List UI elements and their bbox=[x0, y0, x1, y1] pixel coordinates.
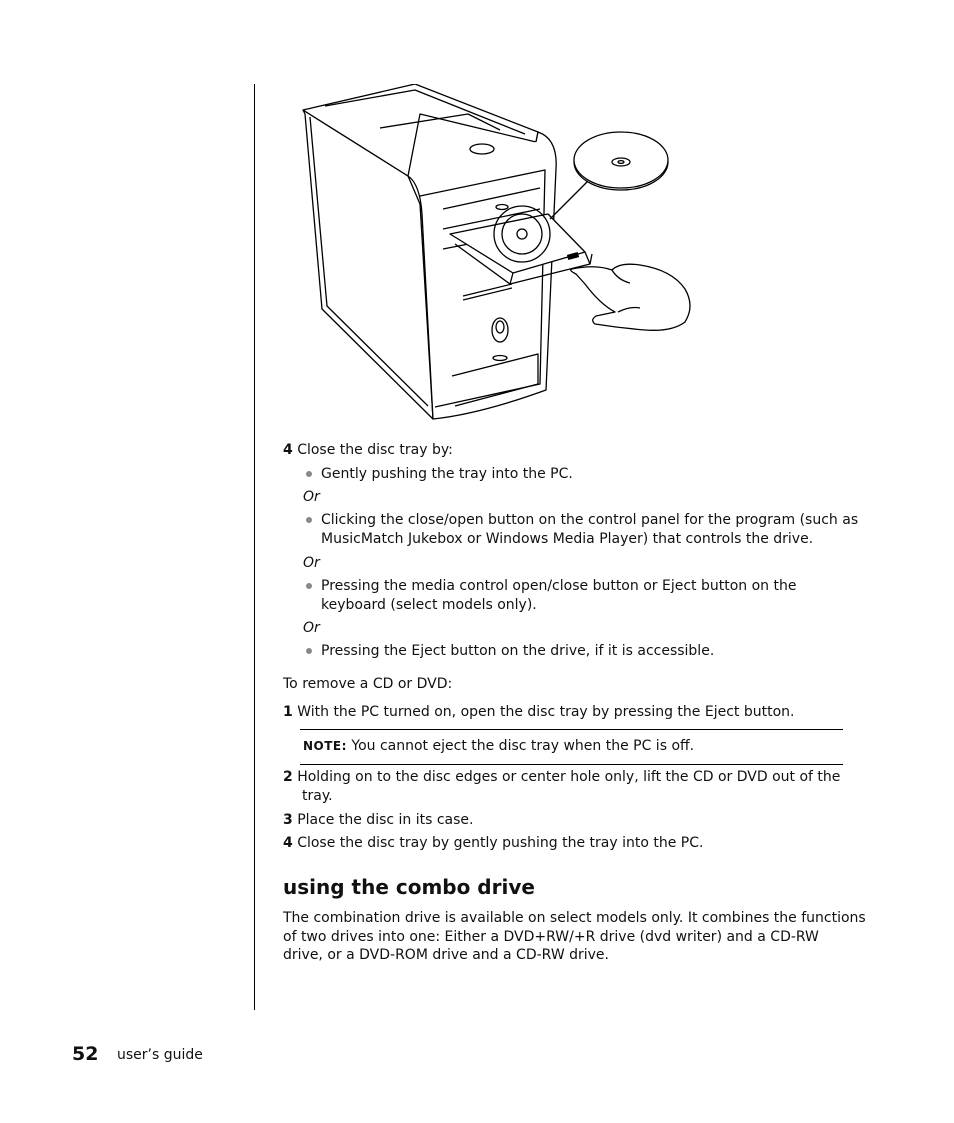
note-text: You cannot eject the disc tray when the PC is off. bbox=[351, 738, 695, 754]
combo-paragraph-line-3: drive, or a DVD-ROM drive and a CD-RW drive. bbox=[283, 947, 609, 963]
combo-paragraph-line-1: The combination drive is available on select models only. It combines the functions bbox=[283, 910, 866, 926]
step-number: 4 bbox=[283, 442, 293, 458]
remove-step-1 bbox=[283, 703, 794, 722]
bullet-dot bbox=[306, 471, 312, 477]
bullet-item-4: Pressing the Eject button on the drive, if it is accessible. bbox=[321, 643, 715, 659]
step-text: Holding on to the disc edges or center hole only, lift the CD or DVD out of the bbox=[297, 769, 841, 785]
step-number: 1 bbox=[283, 704, 293, 720]
step-text: With the PC turned on, open the disc tray by pressing the Eject button. bbox=[297, 704, 795, 720]
or-separator: Or bbox=[303, 620, 320, 636]
or-separator: Or bbox=[303, 489, 320, 505]
page-number: 52 bbox=[72, 1043, 99, 1065]
margin-rule bbox=[254, 84, 255, 1010]
step-number: 3 bbox=[283, 812, 293, 828]
bullet-item-1: Gently pushing the tray into the PC. bbox=[321, 466, 573, 482]
bullet-item-3-line-2: keyboard (select models only). bbox=[321, 597, 537, 613]
remove-step-2-line-2: tray. bbox=[302, 788, 333, 804]
remove-step-2-line-1 bbox=[283, 768, 840, 787]
bullet-dot bbox=[306, 648, 312, 654]
bullet-item-3-line-1: Pressing the media control open/close button or Eject button on the bbox=[321, 578, 797, 594]
remove-intro: To remove a CD or DVD: bbox=[283, 676, 453, 692]
bullet-dot bbox=[306, 583, 312, 589]
pc-disc-tray-illustration bbox=[300, 84, 700, 424]
bullet-dot bbox=[306, 517, 312, 523]
bullet-item-2-line-1: Clicking the close/open button on the control panel for the program (such as bbox=[321, 512, 859, 528]
footer-label: user’s guide bbox=[117, 1047, 203, 1063]
note-top-rule bbox=[300, 729, 843, 730]
or-separator: Or bbox=[303, 555, 320, 571]
step-text: Close the disc tray by gently pushing the tray into the PC. bbox=[297, 835, 704, 851]
step-text: Close the disc tray by: bbox=[297, 442, 453, 458]
remove-step-4 bbox=[283, 834, 703, 853]
bullet-item-2-line-2: MusicMatch Jukebox or Windows Media Player) that controls the drive. bbox=[321, 531, 814, 547]
note-label: NOTE: bbox=[303, 739, 347, 753]
section-heading: using the combo drive bbox=[283, 875, 535, 899]
step-number: 4 bbox=[283, 835, 293, 851]
note bbox=[303, 737, 694, 756]
close-step-4 bbox=[283, 441, 453, 460]
step-number: 2 bbox=[283, 769, 293, 785]
note-bottom-rule bbox=[300, 764, 843, 765]
remove-step-3 bbox=[283, 811, 474, 830]
combo-paragraph-line-2: of two drives into one: Either a DVD+RW/+R drive (dvd writer) and a CD-RW bbox=[283, 929, 819, 945]
step-text: Place the disc in its case. bbox=[297, 812, 474, 828]
